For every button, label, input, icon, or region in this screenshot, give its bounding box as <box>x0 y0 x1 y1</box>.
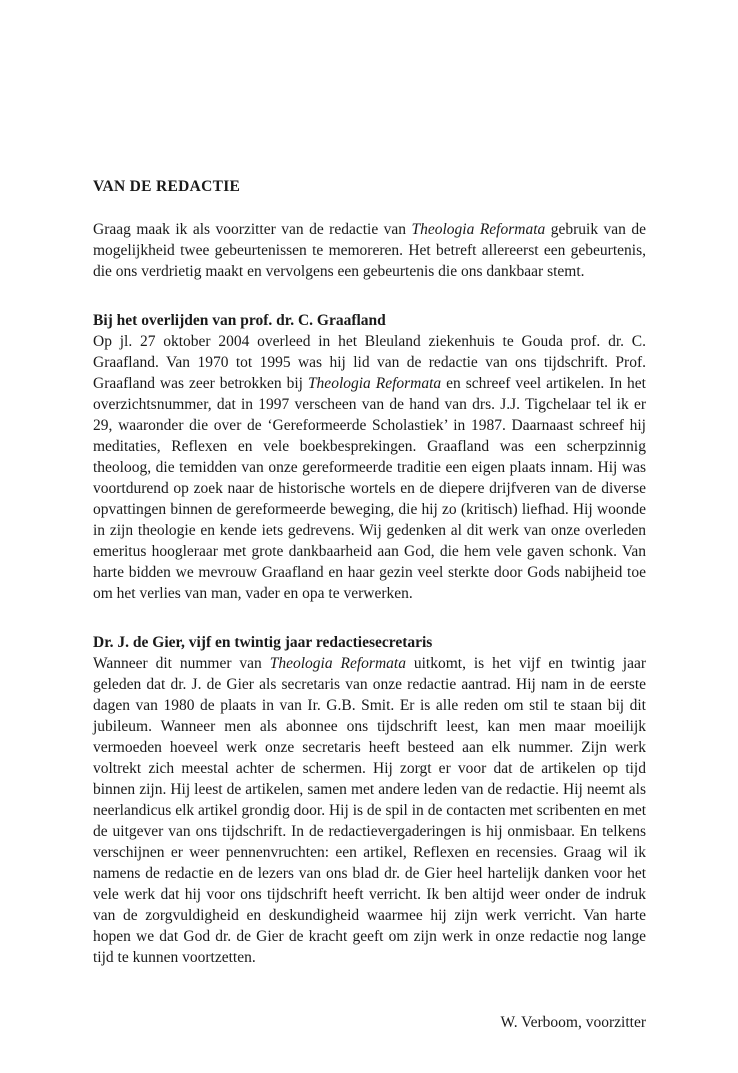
journal-name-italic: Theologia Reformata <box>411 221 546 238</box>
journal-name-italic: Theologia Reformata <box>269 655 406 672</box>
intro-paragraph <box>93 219 646 282</box>
text-run: Op jl. 27 oktober 2004 overleed in het Bleuland ziekenhuis te Gouda prof. dr. C. Graafland. Van 1970 tot 1995 was hij lid van de redactie van ons tijdschrift. Prof. Graafland was zeer betrokken bij <box>93 333 646 392</box>
text-run: gebruik van de mogelijkheid twee gebeurtenissen te memoreren. Het betreft allereerst een gebeurtenis, die ons verdrietig maakt en vervolgens een gebeurtenis die ons dankbaar stemt. <box>93 221 646 280</box>
page-title: VAN DE REDACTIE <box>93 178 241 195</box>
text-run: Wanneer dit nummer van <box>93 655 270 672</box>
section-paragraph-de-gier <box>93 653 646 968</box>
signature: W. Verboom, voorzitter <box>500 1014 646 1031</box>
text-run: Graag maak ik als voorzitter van de redactie van <box>93 221 412 238</box>
text-run: uitkomt, is het vijf en twintig jaar geleden dat dr. J. de Gier als secretaris van onze redactie aantrad. Hij nam in de eerste dagen van 1980 de plaats in van Ir. G.B. Smit. Er is alle reden om stil te staan bij dit jubileum. Wanneer men als abonnee ons tijdschrift leest, kan men maar moeilijk vermoeden hoeveel werk onze secretaris heeft besteed aan elk nummer. Zijn werk voltrekt zich meestal achter de schermen. Hij zorgt er voor dat de artikelen op tijd binnen zijn. Hij leest de artikelen, samen met andere leden van de redactie. Hij neemt als neerlandicus elk artikel grondig door. Hij is de spil in de contacten met scribenten en met de uitgever van ons tijdschrift. In de redactievergaderingen is hij onmisbaar. En telkens verschijnen er weer pennenvruchten: een artikel, Reflexen en recensies. Graag wil ik namens de redactie en de lezers van ons blad dr. de Gier heel hartelijk danken voor het vele werk dat hij voor ons tijdschrift heeft verricht. Ik ben altijd weer onder de indruk van de zorgvuldigheid en deskundigheid waarmee hij zijn werk verricht. Van harte hopen we dat God dr. de Gier de kracht geeft om zijn werk in onze redactie nog lange tijd te kunnen voortzetten. <box>93 655 646 966</box>
section-paragraph-graafland <box>93 331 646 604</box>
section-heading-de-gier: Dr. J. de Gier, vijf en twintig jaar redactiesecretaris <box>93 634 433 651</box>
text-run: en schreef veel artikelen. In het overzichtsnummer, dat in 1997 verscheen van de hand van drs. J.J. Tigchelaar tel ik er 29, waaronder die over de ‘Gereformeerde Scholastiek’ in 1987. Daarnaast schreef hij meditaties, Reflexen en vele boekbesprekingen. Graafland was een scherpzinnig theoloog, die temidden van onze gereformeerde traditie een eigen plaats innam. Hij was voortdurend op zoek naar de historische wortels en de diepere drijfveren van de diverse opvattingen binnen de gereformeerde beweging, die hij zo (kritisch) liefhad. Hij woonde in zijn theologie en kende iets gedrevens. Wij gedenken al dit werk van onze overleden emeritus hoogleraar met grote dankbaarheid aan God, die hem vele gaven schonk. Van harte bidden we mevrouw Graafland en haar gezin veel sterkte door Gods nabijheid toe om het verlies van man, vader en opa te verwerken. <box>93 375 646 602</box>
section-heading-graafland: Bij het overlijden van prof. dr. C. Graafland <box>93 312 386 329</box>
journal-name-italic: Theologia Reformata <box>307 375 442 392</box>
